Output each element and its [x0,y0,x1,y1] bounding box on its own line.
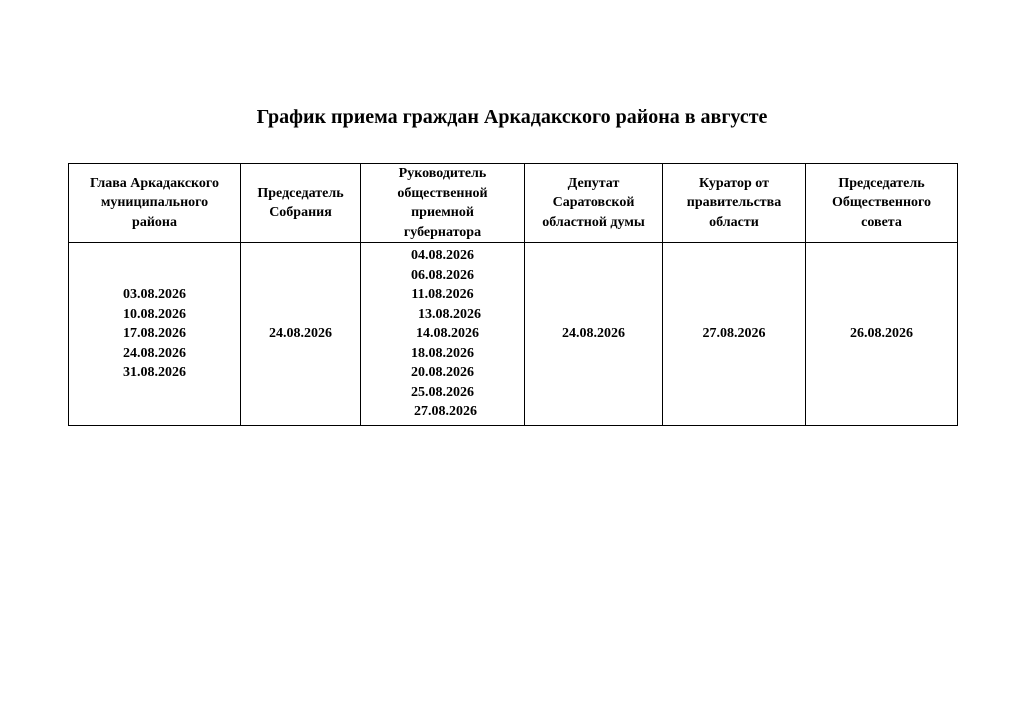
cell-government-curator-dates [663,243,806,426]
date-item: 17.08.2026 [123,326,186,342]
header-line: Куратор от [699,175,769,191]
header-line: совета [861,214,902,230]
date-item: 04.08.2026 [411,248,474,264]
table-row [69,243,958,426]
cell-regional-deputy-dates [525,243,663,426]
date-item: 11.08.2026 [411,287,474,303]
date-item: 31.08.2026 [123,365,186,381]
header-line: Председатель [838,175,925,191]
header-line: Глава Аркадакского [90,175,219,191]
header-line: областной думы [542,214,645,230]
date-item: 24.08.2026 [123,345,186,361]
date-item: 24.08.2026 [562,326,625,342]
date-item: 25.08.2026 [411,384,474,400]
header-line: приемной [411,205,474,220]
header-line: общественной [397,185,488,201]
date-item: 20.08.2026 [411,365,474,381]
header-public-council-chairman [806,164,958,243]
date-item: 27.08.2026 [702,326,766,342]
header-line: Председатель [257,185,344,201]
header-head-of-district [69,164,241,243]
header-line: Собрания [269,205,332,220]
date-item: 14.08.2026 [416,326,479,342]
header-line: Общественного [831,195,932,211]
header-line: Саратовской [552,195,635,211]
date-item: 24.08.2026 [269,326,332,342]
header-line: района [132,214,177,230]
header-line: губернатора [403,224,482,240]
header-line: муниципального [100,195,209,211]
cell-head-of-district-dates [69,243,241,426]
date-item: 26.08.2026 [850,326,913,342]
schedule-table [68,163,958,426]
cell-assembly-chairman-dates [241,243,361,426]
cell-governor-reception-head-dates [361,243,525,426]
date-item: 10.08.2026 [123,306,186,322]
header-regional-deputy [525,164,663,243]
header-line: правительства [686,195,782,211]
date-item: 27.08.2026 [414,404,477,420]
cell-public-council-chairman-dates [806,243,958,426]
table-header-row [69,164,958,243]
header-assembly-chairman [241,164,361,243]
date-item: 06.08.2026 [411,267,474,283]
page-title: График приема граждан Аркадакского района в августе [256,106,768,128]
date-item: 13.08.2026 [418,306,481,322]
date-item: 18.08.2026 [411,345,474,361]
header-government-curator [663,164,806,243]
header-governor-reception-head [361,164,525,243]
header-line: Руководитель [398,166,487,181]
date-item: 03.08.2026 [123,287,186,303]
header-line: области [709,214,759,230]
header-line: Депутат [567,175,620,191]
